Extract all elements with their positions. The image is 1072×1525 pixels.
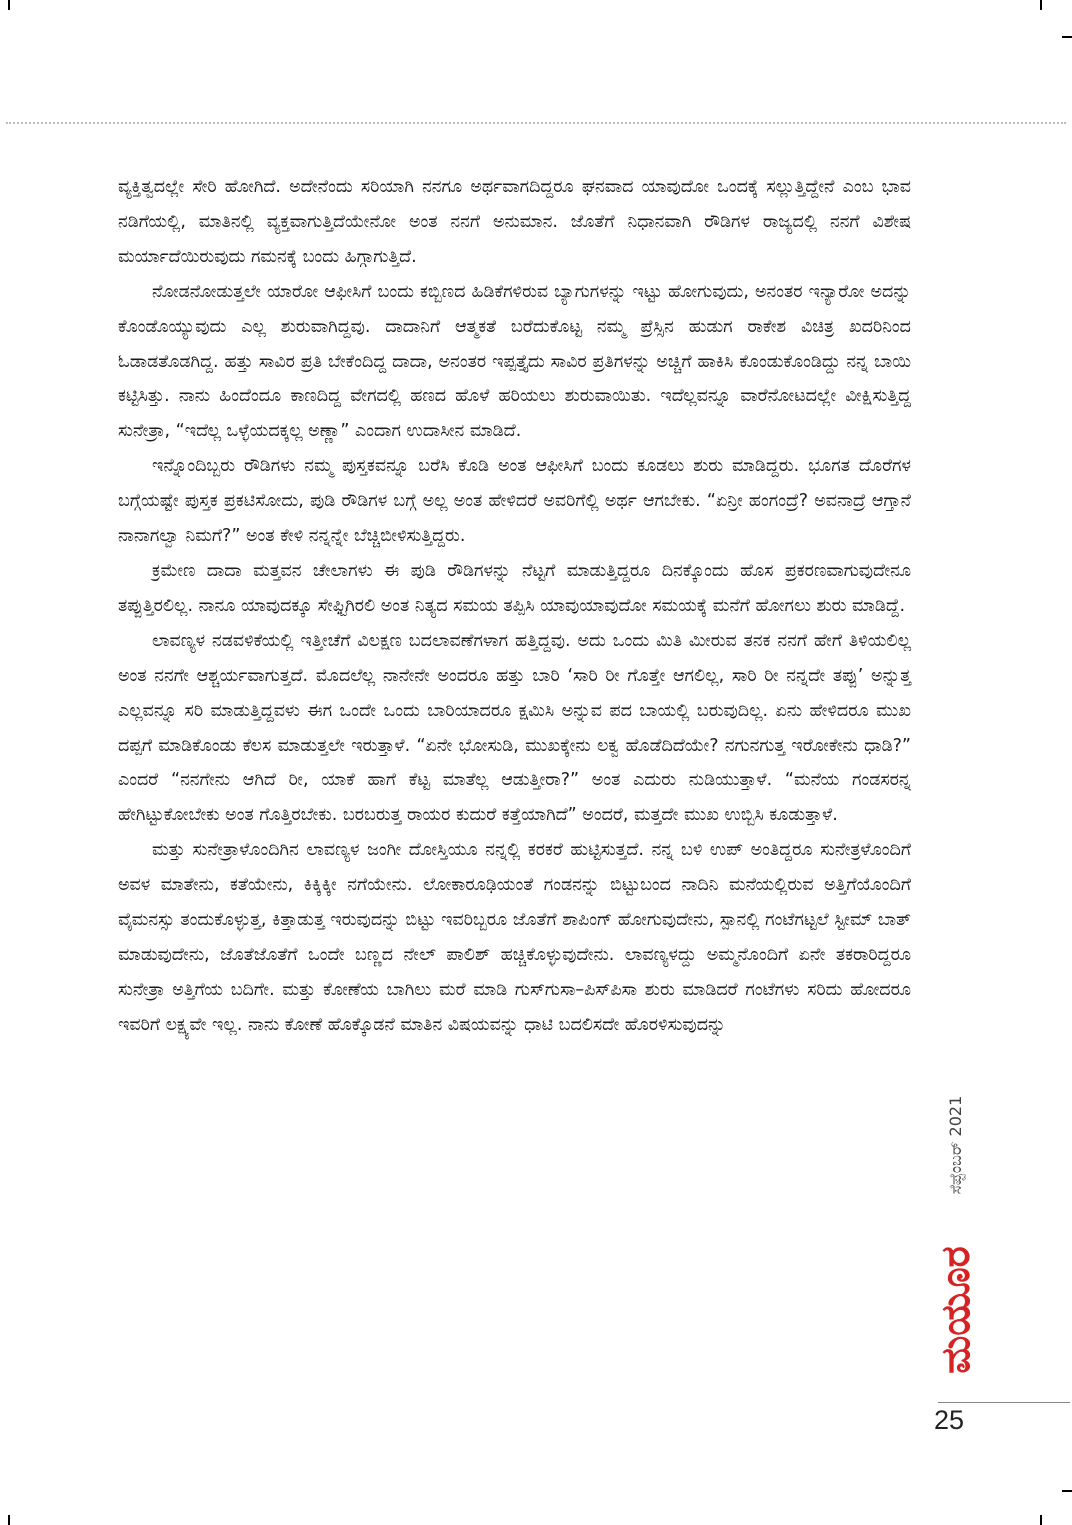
paragraph-3: ಇನ್ನೊಂದಿಬ್ಬರು ರೌಡಿಗಳು ನಮ್ಮ ಪುಸ್ತಕವನ್ನೂ ಬರೆಸಿ ಕೊಡಿ ಅಂತ ಆಫೀಸಿಗೆ ಬಂದು ಕೂಡಲು ಶುರು ಮಾಡಿದ್ದರು. ಭೂಗತ ದೊರೆಗಳ ಬಗ್ಗೆಯಷ್ಟೇ ಪುಸ್ತಕ ಪ್ರಕಟಿಸೋದು, ಪುಡಿ ರೌಡಿಗಳ ಬಗ್ಗೆ ಅಲ್ಲ ಅಂತ ಹೇಳಿದರೆ ಅವರಿಗೆಲ್ಲಿ ಅರ್ಥ ಆಗಬೇಕು. “ಏನ್ರೀ ಹಂಗಂದ್ರೆ? ಅವನಾದ್ರೆ ಆಗ್ತಾನೆ ನಾನಾಗಲ್ವಾ ನಿಮಗೆ?” ಅಂತ ಕೇಳಿ ನನ್ನನ್ನೇ ಬೆಚ್ಚಿಬೀಳಿಸುತ್ತಿದ್ದರು. [118, 456, 911, 547]
page-number: 25 [934, 1405, 965, 1435]
paragraph-5: ಲಾವಣ್ಯಳ ನಡವಳಿಕೆಯಲ್ಲಿ ಇತ್ತೀಚೆಗೆ ವಿಲಕ್ಷಣ ಬದಲಾವಣೆಗಳಾಗ ಹತ್ತಿದ್ದವು. ಅದು ಒಂದು ಮಿತಿ ಮೀರುವ ತನಕ ನನಗೆ ಹೇಗೆ ತಿಳಿಯಲಿಲ್ಲ ಅಂತ ನನಗೇ ಆಶ್ಚರ್ಯವಾಗುತ್ತದೆ. ಮೊದಲೆಲ್ಲ ನಾನೇನೇ ಅಂದರೂ ಹತ್ತು ಬಾರಿ ‘ಸಾರಿ ರೀ ಗೊತ್ತೇ ಆಗಲಿಲ್ಲ, ಸಾರಿ ರೀ ನನ್ನದೇ ತಪ್ಪು’ ಅನ್ನುತ್ತ ಎಲ್ಲವನ್ನೂ ಸರಿ ಮಾಡುತ್ತಿದ್ದವಳು ಈಗ ಒಂದೇ ಒಂದು ಬಾರಿಯಾದರೂ ಕ್ಷಮಿಸಿ ಅನ್ನುವ ಪದ ಬಾಯಲ್ಲಿ ಬರುವುದಿಲ್ಲ. ಏನು ಹೇಳಿದರೂ ಮುಖ ದಪ್ಪಗೆ ಮಾಡಿಕೊಂಡು ಕೆಲಸ ಮಾಡುತ್ತಲೇ ಇರುತ್ತಾಳೆ. “ಏನೇ ಭೋಸುಡಿ, ಮುಖಕ್ಕೇನು ಲಕ್ವ ಹೊಡೆದಿದೆಯೇ? ನಗುನಗುತ್ತ ಇರೋಕೇನು ಧಾಡಿ?” ಎಂದರೆ “ನನಗೇನು ಆಗಿದೆ ರೀ, ಯಾಕೆ ಹಾಗೆ ಕೆಟ್ಟ ಮಾತೆಲ್ಲ ಆಡುತ್ತೀರಾ?” ಅಂತ ಎದುರು ನುಡಿಯುತ್ತಾಳೆ. “ಮನೆಯ ಗಂಡಸರನ್ನ ಹೇಗಿಟ್ಟುಕೋಬೇಕು ಅಂತ ಗೊತ್ತಿರಬೇಕು. ಬರಬರುತ್ತ ರಾಯರ ಕುದುರೆ ಕತ್ತೆಯಾಗಿದೆ” ಅಂದರೆ, ಮತ್ತದೇ ಮುಖ ಉಬ್ಬಿಸಿ ಕೂಡುತ್ತಾಳೆ. [118, 630, 911, 826]
issue-date [926, 1095, 986, 1195]
crop-mark-bottom-right [1040, 1515, 1042, 1525]
crop-mark-top-right [1040, 0, 1042, 10]
page-number-rule [938, 1402, 1070, 1403]
paragraph-1: ವ್ಯಕ್ತಿತ್ವದಲ್ಲೇ ಸೇರಿ ಹೋಗಿದೆ. ಅದೇನೆಂದು ಸರಿಯಾಗಿ ನನಗೂ ಅರ್ಥವಾಗದಿದ್ದರೂ ಘನವಾದ ಯಾವುದೋ ಒಂದಕ್ಕೆ ಸಲ್ಲುತ್ತಿದ್ದೇನೆ ಎಂಬ ಭಾವ ನಡಿಗೆಯಲ್ಲಿ, ಮಾತಿನಲ್ಲಿ ವ್ಯಕ್ತವಾಗುತ್ತಿದೆಯೇನೋ ಅಂತ ನನಗೆ ಅನುಮಾನ. ಜೊತೆಗೆ ನಿಧಾನವಾಗಿ ರೌಡಿಗಳ ರಾಜ್ಯದಲ್ಲಿ ನನಗೆ ವಿಶೇಷ ಮರ್ಯಾದೆಯಿರುವುದು ಗಮನಕ್ಕೆ ಬಂದು ಹಿಗ್ಗಾಗುತ್ತಿದೆ. [118, 177, 911, 267]
crop-mark-top-left [8, 0, 10, 10]
paragraph-2: ನೋಡನೋಡುತ್ತಲೇ ಯಾರೋ ಆಫೀಸಿಗೆ ಬಂದು ಕಬ್ಬಿಣದ ಹಿಡಿಕೆಗಳಿರುವ ಬ್ಯಾಗುಗಳನ್ನು ಇಟ್ಟು ಹೋಗುವುದು, ಅನಂತರ ಇನ್ಯಾರೋ ಅದನ್ನು ಕೊಂಡೊಯ್ಯುವುದು ಎಲ್ಲ ಶುರುವಾಗಿದ್ದವು. ದಾದಾನಿಗೆ ಆತ್ಮಕತೆ ಬರೆದುಕೊಟ್ಟ ನಮ್ಮ ಪ್ರೆಸ್ಸಿನ ಹುಡುಗ ರಾಕೇಶ ವಿಚಿತ್ರ ಖದರಿನಿಂದ ಓಡಾಡತೊಡಗಿದ್ದ. ಹತ್ತು ಸಾವಿರ ಪ್ರತಿ ಬೇಕೆಂದಿದ್ದ ದಾದಾ, ಅನಂತರ ಇಪ್ಪತ್ತೈದು ಸಾವಿರ ಪ್ರತಿಗಳನ್ನು ಅಚ್ಚಿಗೆ ಹಾಕಿಸಿ ಕೊಂಡುಕೊಂಡಿದ್ದು ನನ್ನ ಬಾಯಿ ಕಟ್ಟಿಸಿತ್ತು. ನಾನು ಹಿಂದೆಂದೂ ಕಾಣದಿದ್ದ ವೇಗದಲ್ಲಿ ಹಣದ ಹೊಳೆ ಹರಿಯಲು ಶುರುವಾಯಿತು. ಇದೆಲ್ಲವನ್ನೂ ವಾರೆನೋಟದಲ್ಲೇ ವೀಕ್ಷಿಸುತ್ತಿದ್ದ ಸುನೇತ್ರಾ, “ಇದೆಲ್ಲ ಒಳ್ಳೆಯದಕ್ಕಲ್ಲ ಅಣ್ಣಾ” ಎಂದಾಗ ಉದಾಸೀನ ಮಾಡಿದೆ. [118, 281, 911, 442]
crop-mark-right-upper [1062, 36, 1072, 38]
header-dotted-rule [6, 122, 1066, 124]
article-body [118, 170, 911, 1043]
magazine-logo-text: ಮಯೂರ [933, 1246, 979, 1374]
crop-mark-right-lower [1062, 1490, 1072, 1492]
paragraph-6: ಮತ್ತು ಸುನೇತ್ರಾಳೊಂದಿಗಿನ ಲಾವಣ್ಯಳ ಜಂಗೀ ದೋಸ್ತಿಯೂ ನನ್ನಲ್ಲಿ ಕರಕರೆ ಹುಟ್ಟಿಸುತ್ತದೆ. ನನ್ನ ಬಳಿ ಉಪ್ ಅಂತಿದ್ದರೂ ಸುನೇತ್ರಳೊಂದಿಗೆ ಅವಳ ಮಾತೇನು, ಕತೆಯೇನು, ಕಿಕ್ಕಿಕ್ಕೀ ನಗೆಯೇನು. ಲೋಕಾರೂಢಿಯಂತೆ ಗಂಡನನ್ನು ಬಿಟ್ಟುಬಂದ ನಾದಿನಿ ಮನೆಯಲ್ಲಿರುವ ಅತ್ತಿಗೆಯೊಂದಿಗೆ ವೈಮನಸ್ಸು ತಂದುಕೊಳ್ಳುತ್ತ, ಕಿತ್ತಾಡುತ್ತ ಇರುವುದನ್ನು ಬಿಟ್ಟು ಇವರಿಬ್ಬರೂ ಜೊತೆಗೆ ಶಾಪಿಂಗ್ ಹೋಗುವುದೇನು, ಸ್ಪಾನಲ್ಲಿ ಗಂಟೆಗಟ್ಟಲೆ ಸ್ಟೀಮ್ ಬಾತ್ ಮಾಡುವುದೇನು, ಜೊತೆಜೊತೆಗೆ ಒಂದೇ ಬಣ್ಣದ ನೇಲ್ ಪಾಲಿಶ್ ಹಚ್ಚಿಕೊಳ್ಳುವುದೇನು. ಲಾವಣ್ಯಳದ್ದು ಅಮ್ಮನೊಂದಿಗೆ ಏನೇ ತಕರಾರಿದ್ದರೂ ಸುನೇತ್ರಾ ಅತ್ತಿಗೆಯ ಬದಿಗೇ. ಮತ್ತು ಕೋಣೆಯ ಬಾಗಿಲು ಮರೆ ಮಾಡಿ ಗುಸ್‌ಗುಸಾ–ಪಿಸ್‌ಪಿಸಾ ಶುರು ಮಾಡಿದರೆ ಗಂಟೆಗಳು ಸರಿದು ಹೋದರೂ ಇವರಿಗೆ ಲಕ್ಷ್ಯವೇ ಇಲ್ಲ. ನಾನು ಕೋಣೆ ಹೊಕ್ಕೊಡನೆ ಮಾತಿನ ವಿಷಯವನ್ನು ಧಾಟಿ ಬದಲಿಸದೇ ಹೊರಳಿಸುವುದನ್ನು [118, 840, 911, 1035]
magazine-logo [926, 1240, 986, 1380]
issue-date-label: ಸೆಪ್ಟೆಂಬರ್ 2021 [946, 1095, 965, 1195]
crop-mark-bottom-left [8, 1515, 10, 1525]
paragraph-4: ಕ್ರಮೇಣ ದಾದಾ ಮತ್ತವನ ಚೇಲಾಗಳು ಈ ಪುಡಿ ರೌಡಿಗಳನ್ನು ನೆಟ್ಟಗೆ ಮಾಡುತ್ತಿದ್ದರೂ ದಿನಕ್ಕೊಂದು ಹೊಸ ಪ್ರಕರಣವಾಗುವುದೇನೂ ತಪ್ಪುತ್ತಿರಲಿಲ್ಲ. ನಾನೂ ಯಾವುದಕ್ಕೂ ಸೇಫ್ಟಿಗಿರಲಿ ಅಂತ ನಿತ್ಯದ ಸಮಯ ತಪ್ಪಿಸಿ ಯಾವುಯಾವುದೋ ಸಮಯಕ್ಕೆ ಮನೆಗೆ ಹೋಗಲು ಶುರು ಮಾಡಿದ್ದೆ. [118, 560, 911, 616]
